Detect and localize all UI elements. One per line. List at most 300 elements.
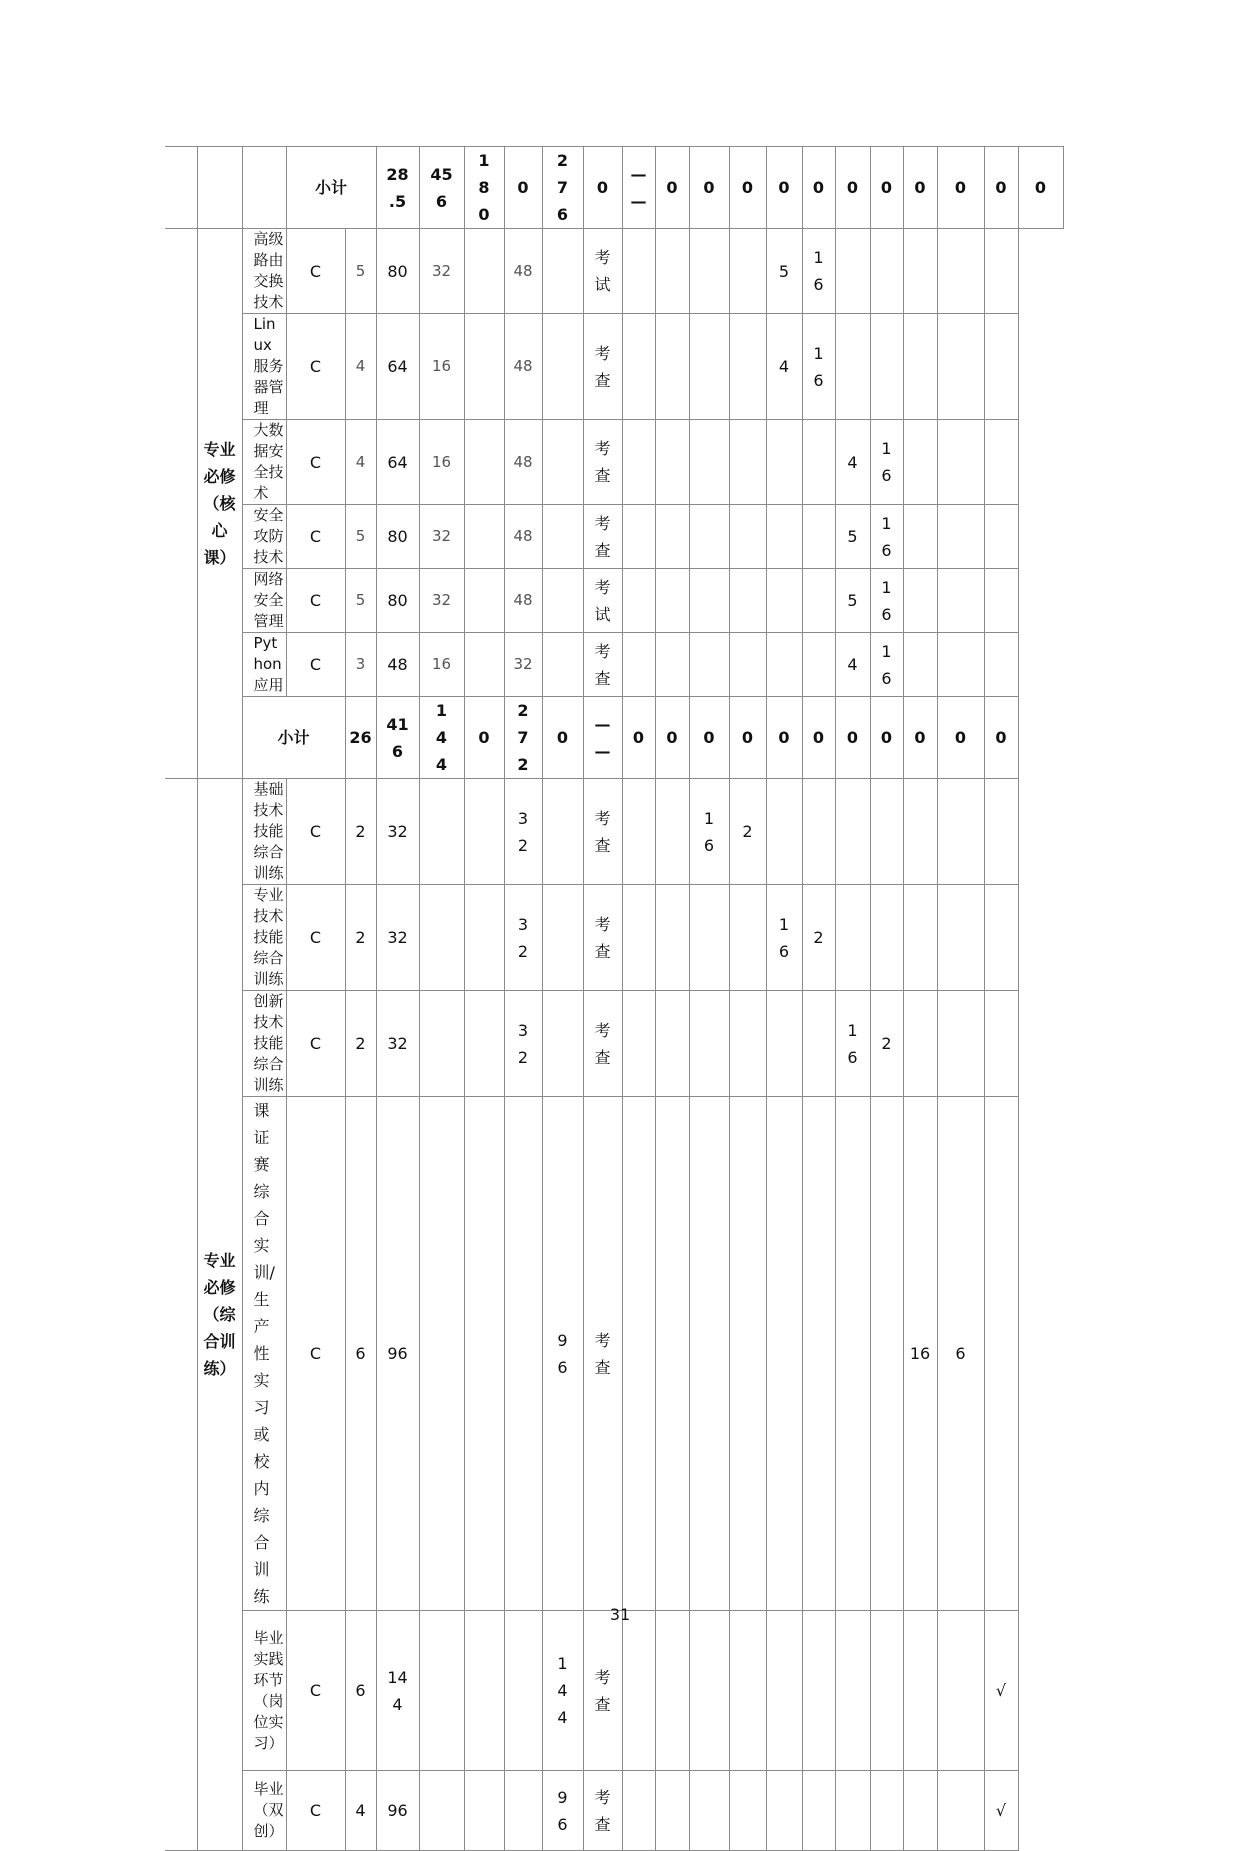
data-cell — [655, 991, 689, 1097]
data-cell: 48 — [504, 420, 542, 505]
data-cell — [903, 1611, 937, 1771]
data-cell — [464, 991, 504, 1097]
data-cell: 0 — [583, 147, 622, 229]
data-cell: 9 6 — [542, 1771, 583, 1851]
data-cell: C — [286, 569, 345, 633]
data-cell: 48 — [504, 569, 542, 633]
data-cell — [504, 1097, 542, 1611]
data-cell: 41 6 — [376, 697, 419, 779]
data-cell — [689, 633, 729, 697]
data-cell — [419, 1097, 464, 1611]
data-cell: C — [286, 779, 345, 885]
data-cell — [802, 420, 835, 505]
data-cell: √ — [984, 1771, 1018, 1851]
data-cell: 考 查 — [583, 1097, 622, 1611]
data-cell: 0 — [835, 697, 870, 779]
data-cell: 5 — [345, 569, 376, 633]
data-cell — [689, 505, 729, 569]
data-cell: 1 6 — [870, 420, 903, 505]
data-cell — [622, 1097, 655, 1611]
data-cell: 1 8 0 — [464, 147, 504, 229]
data-cell — [655, 314, 689, 420]
data-cell — [937, 314, 984, 420]
data-cell — [903, 885, 937, 991]
data-cell — [984, 229, 1018, 314]
data-cell: 2 7 6 — [542, 147, 583, 229]
course-name-cell: Linux服务器管理 — [242, 314, 286, 420]
data-cell — [504, 1771, 542, 1851]
category-cell: 专业必修（核心课） — [197, 229, 242, 779]
data-cell — [937, 633, 984, 697]
data-cell — [464, 1097, 504, 1611]
data-cell — [729, 1611, 766, 1771]
data-cell: C — [286, 991, 345, 1097]
data-cell — [766, 991, 802, 1097]
category-cell: 专业必修（综合训练） — [197, 779, 242, 1851]
data-cell — [984, 779, 1018, 885]
outer-category-cell — [165, 779, 197, 1851]
data-cell: — — — [622, 147, 655, 229]
data-cell: 5 — [835, 569, 870, 633]
data-cell: 5 — [835, 505, 870, 569]
data-cell — [729, 1771, 766, 1851]
data-cell — [729, 991, 766, 1097]
data-cell: 4 — [835, 633, 870, 697]
data-cell — [689, 991, 729, 1097]
data-cell: 1 6 — [802, 229, 835, 314]
course-name-cell: 创新技术技能综合训练 — [242, 991, 286, 1097]
data-cell — [937, 505, 984, 569]
data-cell: 1 6 — [766, 885, 802, 991]
data-cell: 32 — [376, 991, 419, 1097]
page-number: 31 — [609, 1605, 631, 1624]
data-cell — [464, 505, 504, 569]
data-cell: 0 — [903, 697, 937, 779]
data-cell: 1 6 — [870, 569, 903, 633]
data-cell — [729, 314, 766, 420]
data-cell: 4 — [345, 314, 376, 420]
data-cell — [622, 991, 655, 1097]
data-cell: 80 — [376, 569, 419, 633]
data-cell — [464, 885, 504, 991]
data-cell: 32 — [419, 569, 464, 633]
data-cell — [542, 885, 583, 991]
data-cell: 0 — [766, 147, 802, 229]
data-cell: 64 — [376, 314, 419, 420]
data-cell — [464, 569, 504, 633]
data-cell: 2 — [870, 991, 903, 1097]
data-cell — [689, 1771, 729, 1851]
data-cell — [622, 420, 655, 505]
data-cell — [903, 991, 937, 1097]
course-row — [165, 420, 1095, 505]
data-cell — [655, 1097, 689, 1611]
data-cell: 48 — [504, 229, 542, 314]
course-row — [165, 569, 1095, 633]
data-cell: 6 — [345, 1611, 376, 1771]
data-cell — [419, 1771, 464, 1851]
data-cell: 0 — [655, 697, 689, 779]
data-cell — [655, 779, 689, 885]
data-cell — [729, 229, 766, 314]
course-row — [165, 1771, 1095, 1851]
data-cell — [622, 229, 655, 314]
course-row — [165, 1611, 1095, 1771]
data-cell — [729, 569, 766, 633]
course-name-cell: 毕业实践环节（岗位实习） — [242, 1611, 286, 1771]
data-cell — [903, 569, 937, 633]
course-row — [165, 314, 1095, 420]
data-cell — [937, 569, 984, 633]
data-cell — [464, 229, 504, 314]
data-cell — [937, 779, 984, 885]
data-cell — [766, 569, 802, 633]
data-cell: 考 查 — [583, 314, 622, 420]
data-cell — [802, 1097, 835, 1611]
data-cell: 80 — [376, 505, 419, 569]
data-cell — [984, 314, 1018, 420]
course-name-cell: 安全攻防技术 — [242, 505, 286, 569]
data-cell: 0 — [984, 697, 1018, 779]
data-cell: 2 — [345, 885, 376, 991]
data-cell — [729, 505, 766, 569]
data-cell: 0 — [903, 147, 937, 229]
data-cell — [937, 420, 984, 505]
data-cell — [903, 633, 937, 697]
data-cell: 4 — [766, 314, 802, 420]
data-cell: C — [286, 1771, 345, 1851]
data-cell — [903, 420, 937, 505]
data-cell: 80 — [376, 229, 419, 314]
data-cell: 16 — [419, 420, 464, 505]
data-cell: C — [286, 1611, 345, 1771]
data-cell: 0 — [766, 697, 802, 779]
data-cell: 5 — [766, 229, 802, 314]
data-cell: 考 查 — [583, 779, 622, 885]
data-cell — [984, 1097, 1018, 1611]
data-cell — [937, 885, 984, 991]
data-cell — [419, 779, 464, 885]
data-cell — [903, 229, 937, 314]
data-cell: 考 查 — [583, 1771, 622, 1851]
data-cell: 1 4 4 — [419, 697, 464, 779]
data-cell: 考 查 — [583, 633, 622, 697]
data-cell: 2 7 2 — [504, 697, 542, 779]
data-cell — [542, 505, 583, 569]
data-cell: 考 查 — [583, 505, 622, 569]
data-cell — [870, 314, 903, 420]
data-cell — [689, 885, 729, 991]
data-cell: C — [286, 885, 345, 991]
data-cell — [903, 314, 937, 420]
data-cell — [870, 1771, 903, 1851]
data-cell — [542, 569, 583, 633]
data-cell — [655, 420, 689, 505]
data-cell: 16 — [419, 314, 464, 420]
course-row — [165, 779, 1095, 885]
data-cell — [542, 779, 583, 885]
data-cell: 28 .5 — [376, 147, 419, 229]
data-cell — [937, 1611, 984, 1771]
data-cell — [766, 420, 802, 505]
data-cell: 1 6 — [802, 314, 835, 420]
data-cell — [937, 991, 984, 1097]
data-cell: 5 — [345, 229, 376, 314]
subtotal-label: 小计 — [242, 697, 345, 779]
data-cell: 考 查 — [583, 420, 622, 505]
data-cell: 6 — [937, 1097, 984, 1611]
course-row — [165, 1097, 1095, 1611]
data-cell — [655, 229, 689, 314]
data-cell — [622, 885, 655, 991]
data-cell — [984, 885, 1018, 991]
data-cell — [542, 314, 583, 420]
outer-category-cell — [165, 147, 197, 229]
data-cell: 16 — [903, 1097, 937, 1611]
data-cell: 0 — [504, 147, 542, 229]
data-cell — [766, 505, 802, 569]
data-cell — [622, 1611, 655, 1771]
data-cell: 14 4 — [376, 1611, 419, 1771]
data-cell — [655, 885, 689, 991]
data-cell — [802, 633, 835, 697]
data-cell — [835, 885, 870, 991]
data-cell: 32 — [376, 779, 419, 885]
data-cell — [937, 1771, 984, 1851]
data-cell — [802, 1771, 835, 1851]
data-cell — [464, 1611, 504, 1771]
data-cell — [622, 633, 655, 697]
data-cell: 4 — [345, 420, 376, 505]
data-cell — [835, 314, 870, 420]
data-cell — [542, 420, 583, 505]
data-cell — [870, 229, 903, 314]
course-name-cell: 毕业（双创） — [242, 1771, 286, 1851]
data-cell — [622, 314, 655, 420]
data-cell: 4 — [835, 420, 870, 505]
data-cell: 0 — [689, 147, 729, 229]
subtotal-row — [165, 147, 1095, 229]
data-cell — [984, 569, 1018, 633]
data-cell — [542, 633, 583, 697]
data-cell: 48 — [504, 314, 542, 420]
data-cell — [689, 314, 729, 420]
data-cell: 0 — [870, 697, 903, 779]
data-cell: 1 6 — [870, 633, 903, 697]
course-name-cell: 网络安全管理 — [242, 569, 286, 633]
data-cell — [464, 779, 504, 885]
data-cell — [870, 1097, 903, 1611]
data-cell: 32 — [419, 505, 464, 569]
data-cell — [802, 1611, 835, 1771]
data-cell — [766, 779, 802, 885]
subtotal-row — [165, 697, 1095, 779]
course-row — [165, 991, 1095, 1097]
data-cell: 0 — [464, 697, 504, 779]
data-cell — [419, 991, 464, 1097]
data-cell — [729, 633, 766, 697]
data-cell: 96 — [376, 1771, 419, 1851]
data-cell — [984, 420, 1018, 505]
data-cell: 1 6 — [689, 779, 729, 885]
data-cell — [655, 569, 689, 633]
data-cell — [835, 1097, 870, 1611]
data-cell — [655, 1771, 689, 1851]
data-cell: 考 试 — [583, 229, 622, 314]
data-cell: 考 试 — [583, 569, 622, 633]
data-cell: 0 — [689, 697, 729, 779]
data-cell: C — [286, 420, 345, 505]
data-cell: 2 — [802, 885, 835, 991]
data-cell: 考 查 — [583, 991, 622, 1097]
data-cell: 2 — [345, 991, 376, 1097]
data-cell: 0 — [622, 697, 655, 779]
data-cell: 0 — [984, 147, 1018, 229]
data-cell: 3 2 — [504, 991, 542, 1097]
course-name-cell: 专业技术技能综合训练 — [242, 885, 286, 991]
subtotal-label: 小计 — [286, 147, 376, 229]
data-cell: 64 — [376, 420, 419, 505]
data-cell: 0 — [1018, 147, 1063, 229]
data-cell: 0 — [729, 697, 766, 779]
course-row — [165, 633, 1095, 697]
data-cell: 3 2 — [504, 779, 542, 885]
data-cell — [903, 505, 937, 569]
data-cell: 3 2 — [504, 885, 542, 991]
course-name-cell: 高级路由交换技术 — [242, 229, 286, 314]
data-cell: 9 6 — [542, 1097, 583, 1611]
data-cell — [655, 1611, 689, 1771]
data-cell: 2 — [729, 779, 766, 885]
data-cell — [802, 569, 835, 633]
data-cell: 26 — [345, 697, 376, 779]
data-cell — [689, 1097, 729, 1611]
data-cell — [835, 229, 870, 314]
data-cell — [689, 420, 729, 505]
data-cell: 32 — [504, 633, 542, 697]
course-name-cell: 基础技术技能综合训练 — [242, 779, 286, 885]
data-cell — [729, 885, 766, 991]
data-cell — [937, 229, 984, 314]
data-cell — [802, 505, 835, 569]
data-cell — [802, 991, 835, 1097]
data-cell: 0 — [542, 697, 583, 779]
data-cell — [729, 1097, 766, 1611]
data-cell: C — [286, 229, 345, 314]
data-cell: 0 — [937, 697, 984, 779]
data-cell: 48 — [504, 505, 542, 569]
data-cell: — — — [583, 697, 622, 779]
data-cell: 2 — [345, 779, 376, 885]
outer-category-cell — [165, 229, 197, 779]
data-cell — [729, 420, 766, 505]
data-cell: 1 6 — [835, 991, 870, 1097]
data-cell — [655, 633, 689, 697]
data-cell — [903, 1771, 937, 1851]
data-cell — [835, 1611, 870, 1771]
data-cell: 5 — [345, 505, 376, 569]
data-cell — [766, 633, 802, 697]
data-cell: 考 查 — [583, 1611, 622, 1771]
data-cell: 6 — [345, 1097, 376, 1611]
data-cell — [766, 1771, 802, 1851]
data-cell — [802, 779, 835, 885]
data-cell: C — [286, 314, 345, 420]
data-cell: √ — [984, 1611, 1018, 1771]
data-cell — [622, 779, 655, 885]
data-cell — [622, 569, 655, 633]
data-cell — [419, 1611, 464, 1771]
data-cell: 1 4 4 — [542, 1611, 583, 1771]
data-cell — [835, 779, 870, 885]
data-cell: 0 — [802, 697, 835, 779]
data-cell — [835, 1771, 870, 1851]
data-cell — [464, 314, 504, 420]
data-cell — [689, 569, 729, 633]
data-cell — [870, 779, 903, 885]
data-cell — [464, 1771, 504, 1851]
sub-category-cell — [242, 147, 286, 229]
data-cell — [622, 1771, 655, 1851]
data-cell: C — [286, 1097, 345, 1611]
course-row — [165, 885, 1095, 991]
data-cell: 0 — [802, 147, 835, 229]
data-cell — [903, 779, 937, 885]
data-cell — [542, 991, 583, 1097]
data-cell: 32 — [376, 885, 419, 991]
data-cell — [766, 1097, 802, 1611]
data-cell: 45 6 — [419, 147, 464, 229]
data-cell — [622, 505, 655, 569]
data-cell — [542, 229, 583, 314]
data-cell — [419, 885, 464, 991]
data-cell — [504, 1611, 542, 1771]
data-cell: 32 — [419, 229, 464, 314]
data-cell — [984, 991, 1018, 1097]
curriculum-table — [165, 146, 1095, 1851]
data-cell — [689, 1611, 729, 1771]
data-cell — [655, 505, 689, 569]
data-cell — [464, 633, 504, 697]
data-cell — [766, 1611, 802, 1771]
data-cell — [870, 885, 903, 991]
course-name-cell: 课证赛综合实训/生产性实习或校内综合训练 — [242, 1097, 286, 1611]
category-cell — [197, 147, 242, 229]
data-cell: C — [286, 633, 345, 697]
data-cell: 0 — [835, 147, 870, 229]
data-cell: C — [286, 505, 345, 569]
data-cell: 3 — [345, 633, 376, 697]
data-cell: 4 — [345, 1771, 376, 1851]
data-cell: 0 — [870, 147, 903, 229]
data-cell: 0 — [937, 147, 984, 229]
data-cell: 0 — [729, 147, 766, 229]
data-cell — [984, 505, 1018, 569]
data-cell: 16 — [419, 633, 464, 697]
data-cell — [870, 1611, 903, 1771]
data-cell — [464, 420, 504, 505]
course-row — [165, 505, 1095, 569]
data-cell: 48 — [376, 633, 419, 697]
data-cell — [689, 229, 729, 314]
data-cell — [984, 633, 1018, 697]
course-name-cell: Python应用 — [242, 633, 286, 697]
data-cell: 0 — [655, 147, 689, 229]
data-cell: 96 — [376, 1097, 419, 1611]
course-row — [165, 229, 1095, 314]
course-name-cell: 大数据安全技术 — [242, 420, 286, 505]
data-cell: 考 查 — [583, 885, 622, 991]
